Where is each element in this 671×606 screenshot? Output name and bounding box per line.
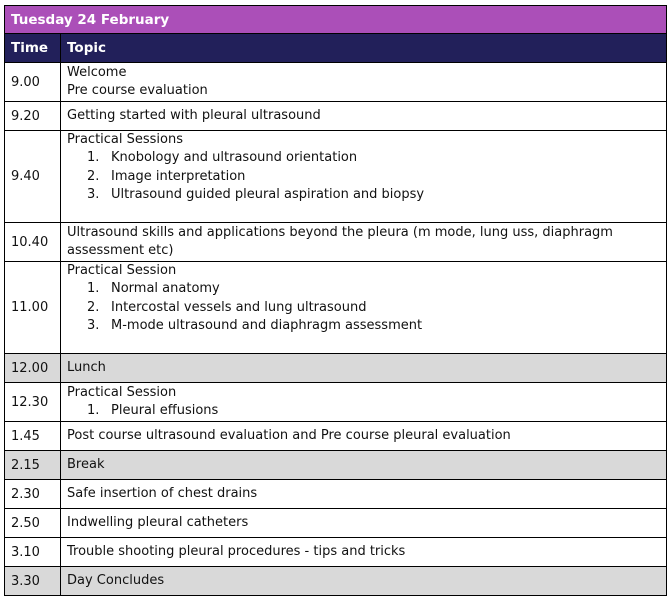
- topic-text: Practical Session: [67, 263, 177, 278]
- topic-text: Practical Sessions: [67, 132, 184, 147]
- session-list-item: [87, 149, 660, 168]
- topic-text: Day Concludes: [67, 573, 165, 588]
- time-cell: 2.30: [5, 480, 61, 509]
- session-list: [67, 280, 660, 336]
- schedule-row: [5, 509, 667, 538]
- topic-cell: [61, 538, 667, 567]
- day-title: Tuesday 24 February: [5, 6, 667, 34]
- list-number: 3.: [87, 318, 100, 333]
- time-cell: 3.10: [5, 538, 61, 567]
- session-list-item: [87, 168, 660, 187]
- time-cell: 12.00: [5, 354, 61, 383]
- session-list-item: [87, 280, 660, 299]
- session-list-item: [87, 186, 660, 205]
- session-list: [67, 149, 660, 205]
- time-cell: 3.30: [5, 567, 61, 596]
- list-number: 1.: [87, 281, 100, 296]
- schedule-row: [5, 63, 667, 102]
- schedule-container: [4, 5, 667, 596]
- schedule-row: [5, 102, 667, 131]
- time-cell: 9.20: [5, 102, 61, 131]
- schedule-row: [5, 354, 667, 383]
- schedule-table: [4, 5, 667, 596]
- time-cell: 10.40: [5, 223, 61, 262]
- topic-text: Welcome: [67, 65, 127, 80]
- list-text: Intercostal vessels and lung ultrasound: [111, 299, 367, 315]
- topic-text: Safe insertion of chest drains: [67, 486, 258, 501]
- list-number: 1.: [87, 402, 100, 418]
- list-number: 3.: [87, 187, 100, 202]
- schedule-row: [5, 223, 667, 262]
- topic-text: Getting started with pleural ultrasound: [67, 108, 321, 123]
- list-text: Pleural effusions: [111, 402, 219, 418]
- topic-cell: [61, 223, 667, 262]
- topic-cell: [61, 131, 667, 223]
- list-text: M-mode ultrasound and diaphragm assessment: [111, 318, 423, 333]
- header-time: Time: [5, 34, 61, 63]
- list-text: Knobology and ultrasound orientation: [111, 150, 358, 165]
- list-number: 2.: [87, 299, 100, 315]
- topic-text: Lunch: [67, 360, 106, 375]
- topic-cell: [61, 102, 667, 131]
- topic-cell: [61, 509, 667, 538]
- session-list-item: [87, 402, 660, 421]
- time-cell: 9.40: [5, 131, 61, 223]
- time-cell: 12.30: [5, 383, 61, 422]
- session-list-item: [87, 299, 660, 318]
- topic-cell: [61, 451, 667, 480]
- topic-cell: [61, 262, 667, 354]
- list-text: Ultrasound guided pleural aspiration and biopsy: [111, 187, 425, 202]
- session-list-item: [87, 317, 660, 336]
- time-cell: 1.45: [5, 422, 61, 451]
- schedule-row: [5, 262, 667, 354]
- topic-text: Ultrasound skills and applications beyond the pleura (m mode, lung uss, diaphragm assessment etc): [67, 225, 613, 258]
- topic-cell: [61, 422, 667, 451]
- header-row: [5, 34, 667, 63]
- session-list: [67, 402, 660, 421]
- schedule-row: [5, 131, 667, 223]
- time-cell: 2.50: [5, 509, 61, 538]
- schedule-row: [5, 538, 667, 567]
- topic-text: Practical Session: [67, 384, 177, 400]
- topic-cell: [61, 63, 667, 102]
- list-text: Image interpretation: [111, 168, 246, 184]
- schedule-row: [5, 451, 667, 480]
- list-number: 1.: [87, 150, 100, 165]
- time-cell: 11.00: [5, 262, 61, 354]
- schedule-row: [5, 480, 667, 509]
- time-cell: 2.15: [5, 451, 61, 480]
- topic-cell: [61, 480, 667, 509]
- day-title-row: [5, 6, 667, 34]
- topic-cell: [61, 383, 667, 422]
- topic-text: Indwelling pleural catheters: [67, 515, 249, 530]
- schedule-row: [5, 567, 667, 596]
- list-text: Normal anatomy: [111, 281, 220, 296]
- schedule-row: [5, 422, 667, 451]
- schedule-row: [5, 383, 667, 422]
- topic-text: Pre course evaluation: [67, 83, 208, 98]
- topic-cell: [61, 567, 667, 596]
- topic-cell: [61, 354, 667, 383]
- topic-text: Break: [67, 457, 105, 472]
- header-topic: Topic: [61, 34, 667, 63]
- topic-text: Trouble shooting pleural procedures - tips and tricks: [67, 544, 406, 559]
- time-cell: 9.00: [5, 63, 61, 102]
- list-number: 2.: [87, 168, 100, 184]
- topic-text: Post course ultrasound evaluation and Pre course pleural evaluation: [67, 428, 511, 443]
